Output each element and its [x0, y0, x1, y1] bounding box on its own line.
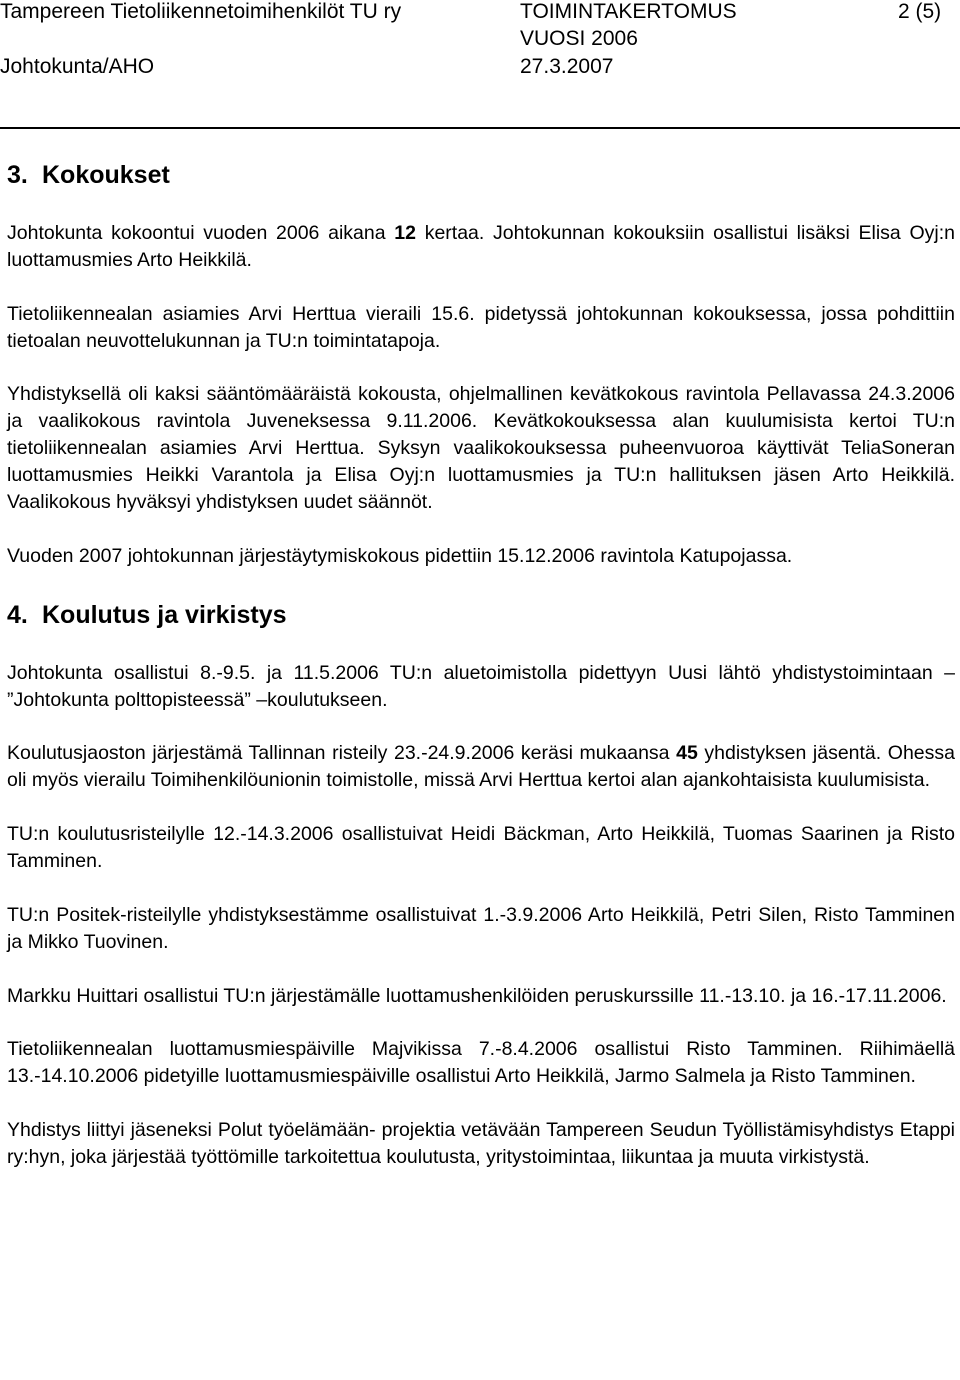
paragraph: TU:n Positek-risteilylle yhdistyksestämme osallistuivat 1.-3.9.2006 Arto Heikkilä, Petri Silen, Risto Tamminen ja Mikko Tuovinen.: [7, 903, 955, 953]
paragraph-bold-text: 45: [676, 742, 698, 765]
header-divider: [0, 127, 960, 129]
paragraph-text: yhdistyksen jäsentä. Ohessa oli myös vierailu Toimihenkilöunionin toimistolle, missä Arvi Herttua kertoi alan ajankohtaisista kuulumisista.: [7, 742, 955, 792]
document-body: [7, 160, 955, 1198]
paragraph-text: Koulutusjaoston järjestämä Tallinnan risteily 23.-24.9.2006 keräsi mukaansa: [7, 742, 677, 765]
paragraph-text: Johtokunta kokoontui vuoden 2006 aikana: [7, 222, 395, 244]
header-year: VUOSI 2006: [520, 27, 638, 50]
paragraph: [7, 740, 955, 794]
paragraph: Yhdistys liittyi jäseneksi Polut työelämään- projektia vetävään Tampereen Seudun Työllistämisyhdistys Etappi ry:hyn, joka järjestää työttömille tarkoitettua koulutusta, yritystoimintaa, liikuntaa ja muuta virkistystä.: [7, 1119, 955, 1168]
paragraph: Tietoliikennealan luottamusmiespäiville Majvikissa 7.-8.4.2006 osallistui Risto Tamminen. Riihimäellä 13.-14.10.2006 pidetyille luottamusmiespäiville osallistui Arto Heikkilä, Jarmo Salmela ja Risto Tamminen.: [7, 1038, 955, 1088]
paragraph: TU:n koulutusristeilylle 12.-14.3.2006 osallistuivat Heidi Bäckman, Arto Heikkilä, Tuomas Saarinen ja Risto Tamminen.: [7, 823, 955, 873]
header-organization: Tampereen Tietoliikennetoimihenkilöt TU ry: [0, 0, 402, 23]
paragraph: Tietoliikennealan asiamies Arvi Herttua vieraili 15.6. pidetyssä johtokunnan kokouksessa, jossa pohdittiin tietoalan neuvottelukunnan ja TU:n toimintatapoja.: [7, 302, 955, 352]
section-title: Kokoukset: [42, 161, 170, 189]
section-title: Koulutus ja virkistys: [42, 600, 287, 629]
section-number: 4.: [7, 600, 28, 629]
section-number: 3.: [7, 161, 28, 189]
header-document-type: TOIMINTAKERTOMUS: [520, 0, 737, 23]
paragraph: Yhdistyksellä oli kaksi sääntömääräistä kokousta, ohjelmallinen kevätkokous ravintola Pellavassa 24.3.2006 ja vaalikokous ravintola Juveneksessa 9.11.2006. Kevätkokouksessa alan kuulumisista kertoi TU:n tietoliikennealan asiamies Arvi Herttua. Syksyn vaalikokouksessa puheenvuoroa käyttivät TeliaSoneran luottamusmies Heikki Varantola ja Elisa Oyj:n luottamusmies ja TU:n hallituksen jäsen Arto Heikkilä. Vaalikokous hyväksyi yhdistyksen uudet säännöt.: [7, 383, 955, 514]
paragraph-text: kertaa. Johtokunnan kokouksiin osallistui lisäksi Elisa Oyj:n luottamusmies Arto Heikkilä.: [7, 222, 955, 271]
header-date: 27.3.2007: [520, 55, 614, 78]
paragraph-bold-text: 12: [394, 222, 416, 244]
paragraph: Johtokunta osallistui 8.-9.5. ja 11.5.2006 TU:n aluetoimistolla pidettyyn Uusi lähtö yhdistystoimintaan – ”Johtokunta polttopisteessä” –koulutukseen.: [7, 661, 955, 711]
paragraph: Vuoden 2007 johtokunnan järjestäytymiskokous pidettiin 15.12.2006 ravintola Katupojassa.: [7, 544, 793, 567]
section-heading-meetings: [7, 160, 955, 190]
header-author: Johtokunta/AHO: [0, 55, 155, 78]
header-page-number: 2 (5): [898, 0, 942, 23]
paragraph: Markku Huittari osallistui TU:n järjestämälle luottamushenkilöiden peruskurssille 11.-13.10. ja 16.-17.11.2006.: [7, 984, 947, 1007]
section-heading-training: [7, 600, 955, 630]
paragraph: [7, 220, 955, 274]
